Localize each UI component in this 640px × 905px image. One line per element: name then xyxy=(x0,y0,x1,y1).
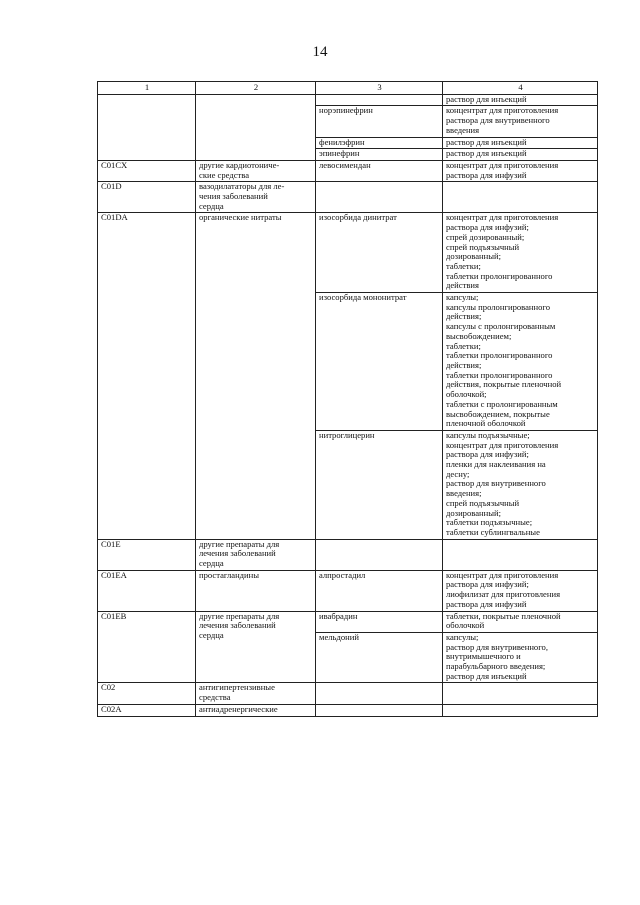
table-row xyxy=(98,182,598,213)
drug-name-cell: изосорбида динитрат xyxy=(316,213,443,293)
table-row xyxy=(98,704,598,716)
table-row xyxy=(98,213,598,293)
table-header-row xyxy=(98,82,598,95)
group-cell: антигипертензивные средства xyxy=(196,683,316,704)
dosage-form-cell: раствор для инъекций xyxy=(443,94,598,106)
drug-name-cell xyxy=(316,182,443,213)
drug-name-cell: мельдоний xyxy=(316,632,443,683)
dosage-form-cell xyxy=(443,704,598,716)
group-cell: другие препараты для лечения заболеваний сердца xyxy=(196,539,316,570)
dosage-form-cell xyxy=(443,539,598,570)
dosage-form-cell xyxy=(443,182,598,213)
drug-table xyxy=(97,81,598,717)
drug-name-cell: эпинефрин xyxy=(316,149,443,161)
group-cell: органические нитраты xyxy=(196,213,316,539)
dosage-form-cell: концентрат для приготовления раствора для инфузий; спрей дозированный; спрей подъязычный дозированный; таблетки; таблетки пролонгированного действия xyxy=(443,213,598,293)
dosage-form-cell: капсулы; капсулы пролонгированного действия; капсулы с пролонгированным высвобождением; таблетки; таблетки пролонгированного действия; таблетки пролонгированного действия, покрытые пленочной оболочкой; таблетки с пролонгированным высвобождением, покрытые пленочной оболочкой xyxy=(443,293,598,431)
drug-name-cell xyxy=(316,539,443,570)
dosage-form-cell: концентрат для приготовления раствора для инфузий; лиофилизат для приготовления раствора для инфузий xyxy=(443,570,598,611)
drug-name-cell: ивабрадин xyxy=(316,611,443,632)
group-cell: антиадренергические xyxy=(196,704,316,716)
drug-name-cell xyxy=(316,94,443,106)
group-cell: вазодилататоры для ле- чения заболеваний сердца xyxy=(196,182,316,213)
atc-code-cell: C01DA xyxy=(98,213,196,539)
table-row xyxy=(98,683,598,704)
group-cell: простагландины xyxy=(196,570,316,611)
column-header-3: 3 xyxy=(316,82,443,95)
group-cell xyxy=(196,94,316,160)
dosage-form-cell: концентрат для приготовления раствора для инфузий xyxy=(443,160,598,181)
atc-code-cell: C01EA xyxy=(98,570,196,611)
dosage-form-cell: капсулы подъязычные; концентрат для приготовления раствора для инфузий; пленки для наклеивания на десну; раствор для внутривенного введения; спрей подъязычный дозированный; таблетки подъязычные; таблетки сублингвальные xyxy=(443,430,598,539)
table-row xyxy=(98,94,598,106)
atc-code-cell: C01D xyxy=(98,182,196,213)
dosage-form-cell: раствор для инъекций xyxy=(443,137,598,149)
dosage-form-cell: раствор для инъекций xyxy=(443,149,598,161)
dosage-form-cell: таблетки, покрытые пленочной оболочкой xyxy=(443,611,598,632)
table-row xyxy=(98,160,598,181)
atc-code-cell xyxy=(98,94,196,160)
group-cell: другие препараты для лечения заболеваний сердца xyxy=(196,611,316,683)
drug-name-cell xyxy=(316,704,443,716)
page-number: 14 xyxy=(312,44,328,60)
drug-name-cell: фенилэфрин xyxy=(316,137,443,149)
drug-name-cell: нитроглицерин xyxy=(316,430,443,539)
column-header-2: 2 xyxy=(196,82,316,95)
column-header-1: 1 xyxy=(98,82,196,95)
group-cell: другие кардиотониче- ские средства xyxy=(196,160,316,181)
table-row xyxy=(98,570,598,611)
drug-name-cell: норэпинефрин xyxy=(316,106,443,137)
atc-code-cell: C02A xyxy=(98,704,196,716)
atc-code-cell: C01EB xyxy=(98,611,196,683)
drug-name-cell: алпростадил xyxy=(316,570,443,611)
column-header-4: 4 xyxy=(443,82,598,95)
drug-name-cell: левосимендан xyxy=(316,160,443,181)
atc-code-cell: C01E xyxy=(98,539,196,570)
atc-code-cell: C01CX xyxy=(98,160,196,181)
drug-name-cell xyxy=(316,683,443,704)
table-row xyxy=(98,539,598,570)
table-row xyxy=(98,611,598,632)
atc-code-cell: C02 xyxy=(98,683,196,704)
dosage-form-cell xyxy=(443,683,598,704)
dosage-form-cell: концентрат для приготовления раствора для внутривенного введения xyxy=(443,106,598,137)
drug-name-cell: изосорбида мононитрат xyxy=(316,293,443,431)
dosage-form-cell: капсулы; раствор для внутривенного, внутримышечного и парабульбарного введения; раствор для инъекций xyxy=(443,632,598,683)
